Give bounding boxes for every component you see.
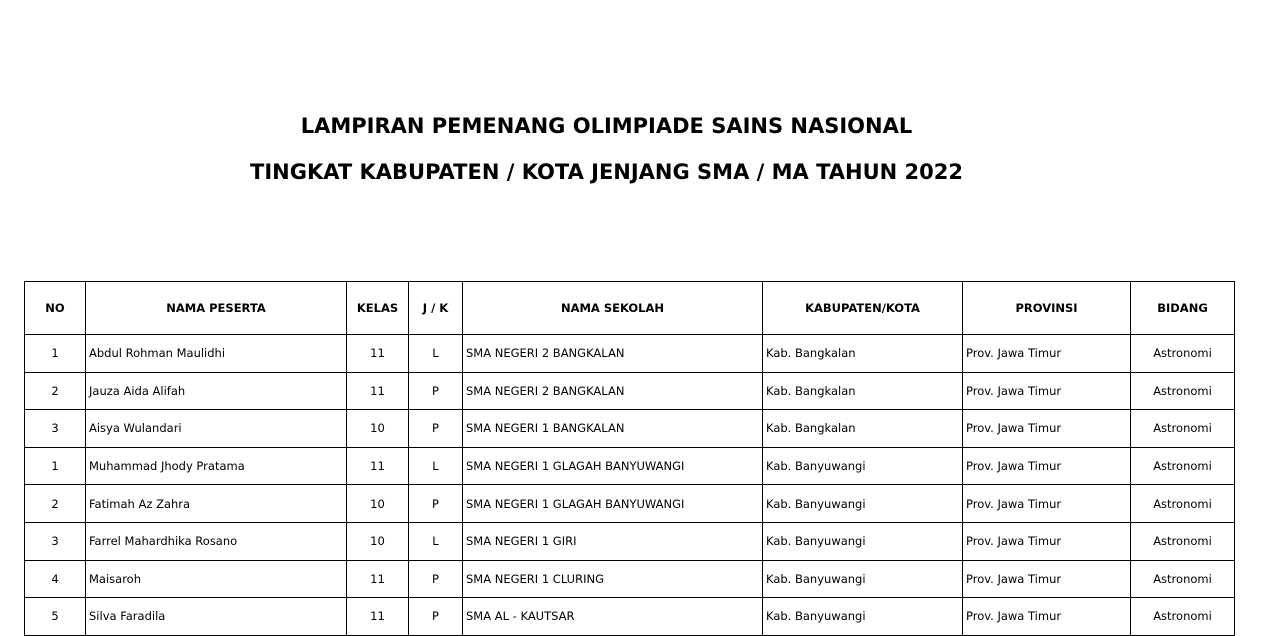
cell-nama-sekolah: SMA NEGERI 1 GLAGAH BANYUWANGI (463, 485, 763, 523)
cell-kelas: 11 (347, 560, 409, 598)
header-kelas: KELAS (347, 282, 409, 335)
cell-provinsi: Prov. Jawa Timur (963, 372, 1131, 410)
cell-jenis-kelamin: P (409, 372, 463, 410)
cell-bidang: Astronomi (1131, 410, 1235, 448)
cell-kelas: 11 (347, 598, 409, 636)
table-row (25, 447, 1235, 485)
cell-nama-peserta: Jauza Aida Alifah (86, 372, 347, 410)
cell-bidang: Astronomi (1131, 560, 1235, 598)
cell-nama-sekolah: SMA NEGERI 2 BANGKALAN (463, 372, 763, 410)
table-row (25, 410, 1235, 448)
cell-jenis-kelamin: P (409, 598, 463, 636)
cell-kabupaten-kota: Kab. Bangkalan (763, 335, 963, 373)
cell-no: 3 (25, 522, 86, 560)
header-nama-sekolah: NAMA SEKOLAH (463, 282, 763, 335)
cell-jenis-kelamin: L (409, 335, 463, 373)
cell-nama-sekolah: SMA NEGERI 1 BANGKALAN (463, 410, 763, 448)
cell-no: 2 (25, 485, 86, 523)
cell-provinsi: Prov. Jawa Timur (963, 485, 1131, 523)
cell-no: 3 (25, 410, 86, 448)
header-kabupaten-kota: KABUPATEN/KOTA (763, 282, 963, 335)
cell-no: 5 (25, 598, 86, 636)
table-row (25, 598, 1235, 636)
cell-nama-peserta: Farrel Mahardhika Rosano (86, 522, 347, 560)
cell-bidang: Astronomi (1131, 522, 1235, 560)
cell-nama-peserta: Muhammad Jhody Pratama (86, 447, 347, 485)
document-title-line-1: LAMPIRAN PEMENANG OLIMPIADE SAINS NASIONAL (300, 114, 913, 138)
cell-nama-peserta: Abdul Rohman Maulidhi (86, 335, 347, 373)
cell-kabupaten-kota: Kab. Banyuwangi (763, 522, 963, 560)
cell-provinsi: Prov. Jawa Timur (963, 410, 1131, 448)
cell-kabupaten-kota: Kab. Bangkalan (763, 372, 963, 410)
cell-jenis-kelamin: P (409, 560, 463, 598)
document-title-line-2: TINGKAT KABUPATEN / KOTA JENJANG SMA / MA TAHUN 2022 (250, 160, 963, 184)
cell-provinsi: Prov. Jawa Timur (963, 522, 1131, 560)
cell-bidang: Astronomi (1131, 485, 1235, 523)
cell-no: 2 (25, 372, 86, 410)
cell-kelas: 10 (347, 522, 409, 560)
cell-nama-peserta: Aisya Wulandari (86, 410, 347, 448)
table-body (25, 335, 1235, 636)
cell-jenis-kelamin: L (409, 522, 463, 560)
cell-kelas: 10 (347, 410, 409, 448)
cell-kelas: 11 (347, 335, 409, 373)
header-no: NO (25, 282, 86, 335)
cell-jenis-kelamin: P (409, 410, 463, 448)
header-jenis-kelamin: J / K (409, 282, 463, 335)
cell-provinsi: Prov. Jawa Timur (963, 447, 1131, 485)
cell-nama-sekolah: SMA NEGERI 1 CLURING (463, 560, 763, 598)
cell-no: 1 (25, 447, 86, 485)
cell-kabupaten-kota: Kab. Banyuwangi (763, 560, 963, 598)
header-provinsi: PROVINSI (963, 282, 1131, 335)
table-row (25, 372, 1235, 410)
header-nama-peserta: NAMA PESERTA (86, 282, 347, 335)
cell-kelas: 11 (347, 372, 409, 410)
cell-bidang: Astronomi (1131, 372, 1235, 410)
cell-kabupaten-kota: Kab. Banyuwangi (763, 447, 963, 485)
cell-provinsi: Prov. Jawa Timur (963, 560, 1131, 598)
cell-kelas: 10 (347, 485, 409, 523)
cell-bidang: Astronomi (1131, 447, 1235, 485)
table-row (25, 560, 1235, 598)
cell-nama-sekolah: SMA NEGERI 1 GIRI (463, 522, 763, 560)
table-row (25, 335, 1235, 373)
cell-jenis-kelamin: L (409, 447, 463, 485)
table-row (25, 485, 1235, 523)
cell-kelas: 11 (347, 447, 409, 485)
cell-kabupaten-kota: Kab. Banyuwangi (763, 598, 963, 636)
cell-nama-peserta: Silva Faradila (86, 598, 347, 636)
cell-nama-sekolah: SMA NEGERI 1 GLAGAH BANYUWANGI (463, 447, 763, 485)
cell-no: 1 (25, 335, 86, 373)
cell-provinsi: Prov. Jawa Timur (963, 335, 1131, 373)
header-bidang: BIDANG (1131, 282, 1235, 335)
cell-provinsi: Prov. Jawa Timur (963, 598, 1131, 636)
cell-bidang: Astronomi (1131, 335, 1235, 373)
winners-table (24, 281, 1235, 636)
cell-bidang: Astronomi (1131, 598, 1235, 636)
cell-nama-peserta: Maisaroh (86, 560, 347, 598)
table-row (25, 522, 1235, 560)
table-header (25, 282, 1235, 335)
cell-jenis-kelamin: P (409, 485, 463, 523)
cell-kabupaten-kota: Kab. Bangkalan (763, 410, 963, 448)
cell-nama-peserta: Fatimah Az Zahra (86, 485, 347, 523)
cell-nama-sekolah: SMA NEGERI 2 BANGKALAN (463, 335, 763, 373)
cell-nama-sekolah: SMA AL - KAUTSAR (463, 598, 763, 636)
header-row (25, 282, 1235, 335)
cell-no: 4 (25, 560, 86, 598)
cell-kabupaten-kota: Kab. Banyuwangi (763, 485, 963, 523)
